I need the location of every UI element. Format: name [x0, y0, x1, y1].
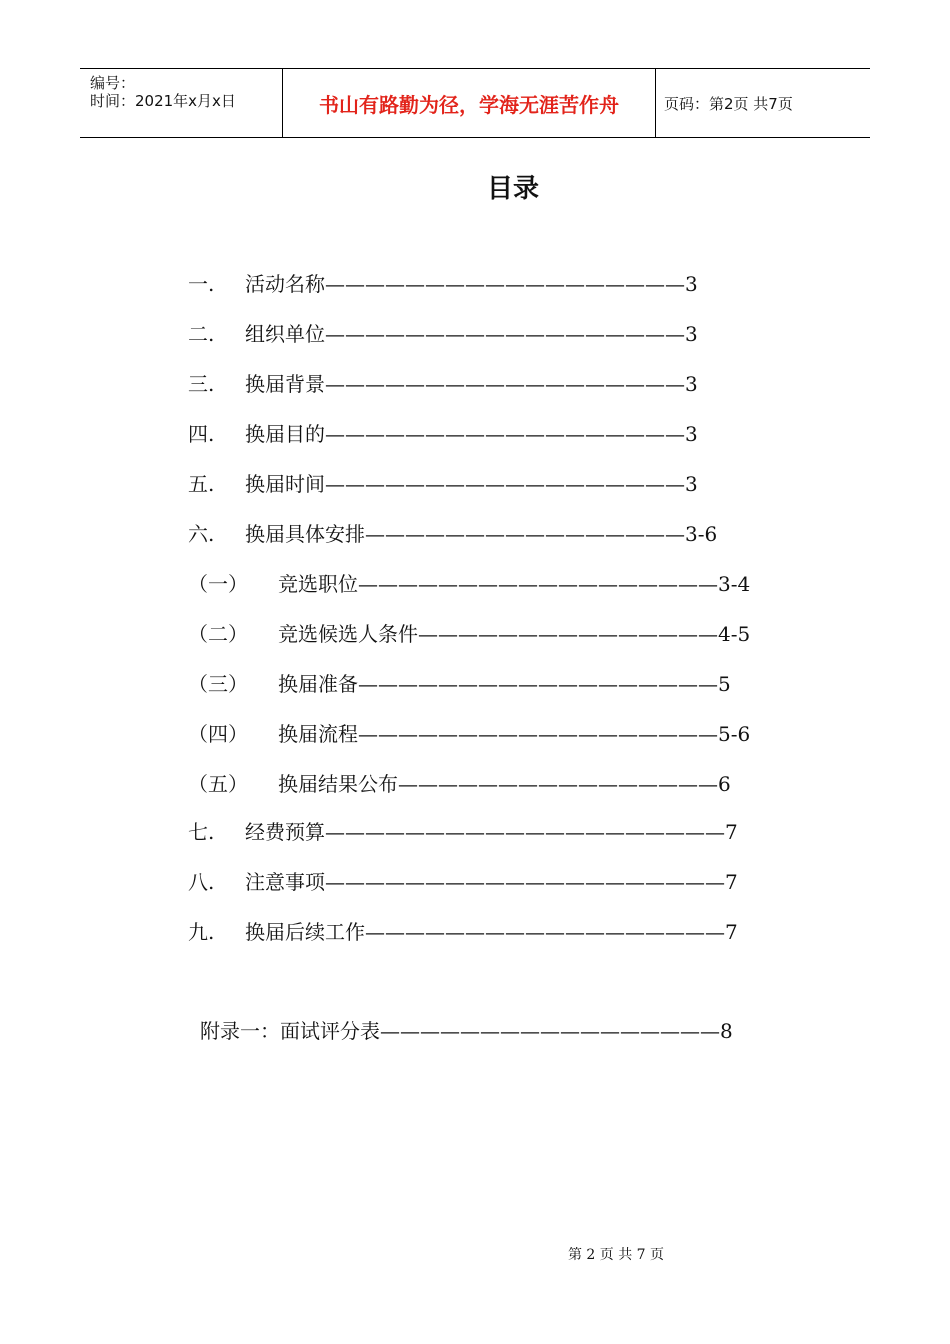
toc-item — [188, 320, 698, 348]
toc-item-number: （四） — [188, 722, 248, 746]
toc-item-number: 五. — [188, 472, 215, 496]
header-meta — [80, 69, 282, 137]
toc-subitem — [188, 770, 731, 798]
toc-item — [188, 520, 717, 548]
toc-item-label: 换届时间——————————————————3 — [245, 472, 698, 496]
code-label: 编号： — [90, 74, 136, 92]
toc-item-number: 六. — [188, 522, 215, 546]
toc-item-number: 二. — [188, 322, 215, 346]
toc-item-label: 注意事项————————————————————7 — [245, 870, 738, 894]
page-header — [80, 68, 870, 138]
toc-item-label: 经费预算————————————————————7 — [245, 820, 738, 844]
toc-item-label: 换届准备——————————————————5 — [278, 672, 731, 696]
toc-item-label: 换届背景——————————————————3 — [245, 372, 698, 396]
toc-item-number: （五） — [188, 772, 248, 796]
toc-subitem — [188, 620, 750, 648]
toc-subitem — [188, 570, 750, 598]
toc-item-label: 换届目的——————————————————3 — [245, 422, 698, 446]
toc-item-number: 四. — [188, 422, 215, 446]
toc-item-number: 三. — [188, 372, 215, 396]
toc-item — [188, 470, 698, 498]
toc-item-label: 竞选职位——————————————————3-4 — [278, 572, 751, 596]
toc-item — [188, 270, 698, 298]
toc-item-label: 活动名称——————————————————3 — [245, 272, 698, 296]
motto: 书山有路勤为径，学海无涯苦作舟 — [319, 92, 619, 117]
toc-subitem — [188, 670, 731, 698]
toc-item-label: 组织单位——————————————————3 — [245, 322, 698, 346]
page-title: 目录 — [486, 174, 539, 204]
toc-item — [188, 918, 738, 946]
toc-item — [188, 370, 698, 398]
toc-item-label: 换届具体安排————————————————3-6 — [245, 522, 718, 546]
toc-item-number: 八. — [188, 870, 215, 894]
toc-item-number: （二） — [188, 622, 248, 646]
toc-appendix: 附录一：面试评分表—————————————————8 — [200, 1019, 733, 1043]
header-page-info: 页码：第2页 共7页 — [664, 94, 793, 113]
time-label: 时间：2021年x月x日 — [90, 92, 236, 110]
toc-item — [188, 420, 698, 448]
toc-item-label: 换届流程——————————————————5-6 — [278, 722, 751, 746]
page-footer: 第 2 页 共 7 页 — [567, 1247, 665, 1263]
toc-item-number: 七. — [188, 820, 215, 844]
toc-item-number: 一. — [188, 272, 215, 296]
toc-item-label: 换届后续工作——————————————————7 — [245, 920, 738, 944]
header-motto-cell — [282, 69, 656, 137]
toc-item-number: （三） — [188, 672, 248, 696]
toc-item-label: 换届结果公布————————————————6 — [278, 772, 731, 796]
toc-item-number: 九. — [188, 920, 215, 944]
toc-item — [188, 868, 738, 896]
toc-item-label: 竞选候选人条件———————————————4-5 — [278, 622, 751, 646]
toc-item-number: （一） — [188, 572, 248, 596]
toc-item — [188, 818, 738, 846]
toc-subitem — [188, 720, 750, 748]
